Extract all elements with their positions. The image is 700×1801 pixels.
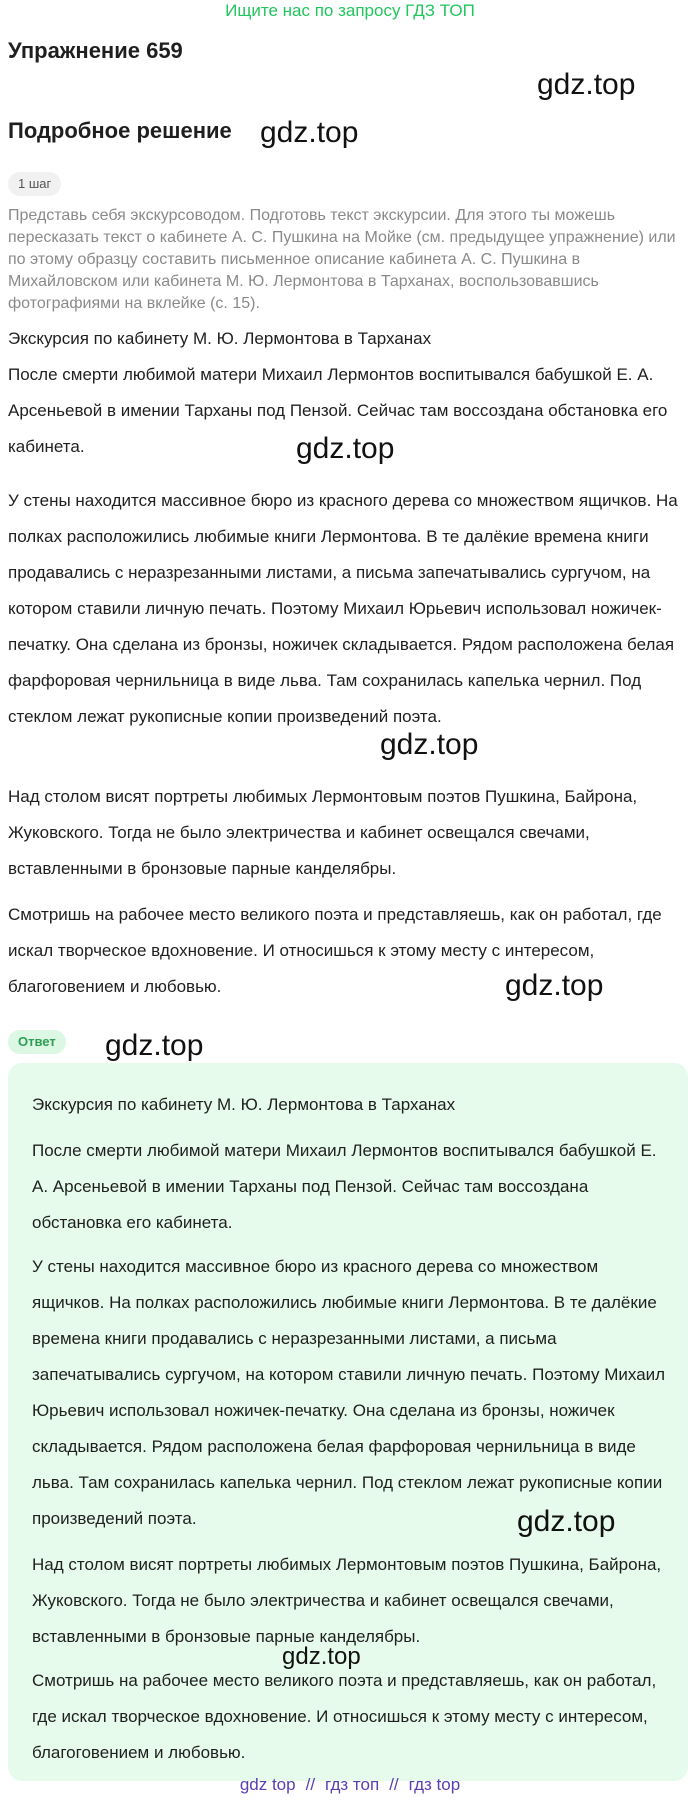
solution-paragraph: После смерти любимой матери Михаил Лермонтов воспитывался бабушкой Е. А. Арсеньевой в имении Тарханы под Пензой. Сейчас там воссоздана обстановка его кабинета. <box>8 365 668 456</box>
answer-paragraph: Над столом висят портреты любимых Лермонтовым поэтов Пушкина, Байрона, Жуковского. Тогда не было электричества и кабинет освещался свечами, вставленными в бронзовые парные канделябры. <box>32 1555 662 1646</box>
solution-paragraph: У стены находится массивное бюро из красного дерева со множеством ящичков. На полках расположились любимые книги Лермонтова. В те далёкие времена книги продавались с неразрезанными листами, а письма запечатывались сургучом, на котором ставили личную печать. Поэтому Михаил Юрьевич использовал ножичек-печатку. Она сделана из бронзы, ножичек складывается. Рядом расположена белая фарфоровая чернильница в виде льва. Там сохранилась капелька чернил. Под стеклом лежат рукописные копии произведений поэта. <box>8 491 678 726</box>
watermark: gdz.top <box>537 68 636 101</box>
answer-heading: Экскурсия по кабинету М. Ю. Лермонтова в Тарханах <box>32 1095 456 1114</box>
answer-paragraph: Смотришь на рабочее место великого поэта и представляешь, как он работал, где искал творческое вдохновение. И относишься к этому месту с интересом, благоговением и любовью. <box>32 1671 657 1762</box>
step-badge: 1 шаг <box>8 172 61 196</box>
footer-link[interactable]: гдз топ <box>325 1775 380 1794</box>
answer-paragraph: У стены находится массивное бюро из красного дерева со множеством ящичков. На полках расположились любимые книги Лермонтова. В те далёкие времена книги продавались с неразрезанными листами, а письма запечатывались сургучом, на котором ставили личную печать. Поэтому Михаил Юрьевич использовал ножичек-печатку. Она сделана из бронзы, ножичек складывается. Рядом расположена белая фарфоровая чернильница в виде льва. Там сохранилась капелька чернил. Под стеклом лежат рукописные копии произведений поэта. <box>32 1257 666 1528</box>
watermark: gdz.top <box>380 728 479 761</box>
solution-paragraph: Смотришь на рабочее место великого поэта и представляешь, как он работал, где искал творческое вдохновение. И относишься к этому месту с интересом, благоговением и любовью. <box>8 905 662 996</box>
search-banner[interactable]: Ищите нас по запросу ГДЗ ТОП <box>225 1 475 20</box>
footer-separator: // <box>305 1775 316 1794</box>
task-text: Представь себя экскурсоводом. Подготовь текст экскурсии. Для этого ты можешь пересказать текст о кабинете А. С. Пушкина на Мойке (см. предыдущее упражнение) или по этому образцу составить письменное описание кабинета А. С. Пушкина в Михайловском или кабинета М. Ю. Лермонтова в Тарханах, воспользовавшись фотографиями на вклейке (с. 15). <box>8 207 676 312</box>
watermark: gdz.top <box>105 1029 204 1062</box>
footer-separator: // <box>389 1775 399 1794</box>
section-title: Подробное решение <box>8 118 232 143</box>
footer-links <box>0 1775 700 1795</box>
footer-link[interactable]: gdz top <box>239 1775 296 1794</box>
watermark: gdz.top <box>260 116 359 149</box>
watermark: gdz.top <box>296 432 395 465</box>
watermark: gdz.top <box>517 1505 616 1538</box>
answer-paragraph: После смерти любимой матери Михаил Лермонтов воспитывался бабушкой Е. А. Арсеньевой в имении Тарханы под Пензой. Сейчас там воссоздана обстановка его кабинета. <box>32 1141 657 1232</box>
footer-link[interactable]: гдз top <box>408 1775 461 1794</box>
watermark: gdz.top <box>282 1643 361 1670</box>
answer-badge: Ответ <box>8 1030 66 1054</box>
solution-paragraph: Над столом висят портреты любимых Лермонтовым поэтов Пушкина, Байрона, Жуковского. Тогда не было электричества и кабинет освещался свечами, вставленными в бронзовые парные канделябры. <box>8 787 638 878</box>
watermark: gdz.top <box>505 969 604 1002</box>
solution-heading: Экскурсия по кабинету М. Ю. Лермонтова в Тарханах <box>8 329 432 348</box>
page-title: Упражнение 659 <box>8 38 183 63</box>
